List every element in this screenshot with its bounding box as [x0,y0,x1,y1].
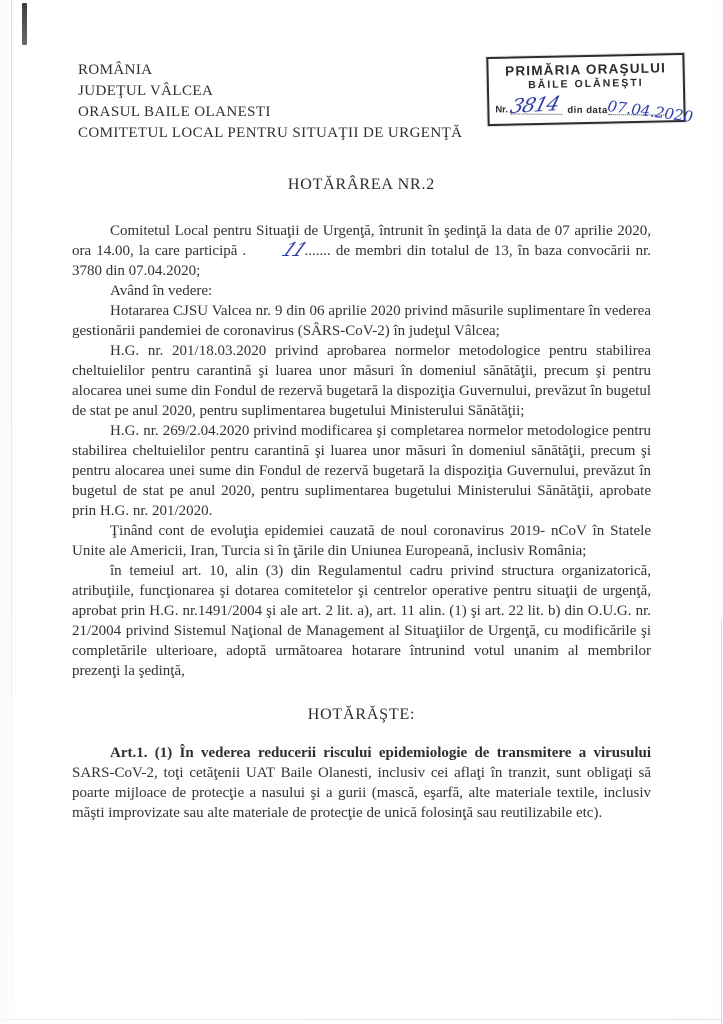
letterhead [78,60,462,144]
paragraph-article-1 [72,743,651,823]
stamp-number-handwritten: 3814 [507,91,562,119]
staple-mark [22,3,27,45]
registration-stamp [486,53,695,126]
letterhead-country: ROMÂNIA [78,62,153,78]
stamp-date-handwritten: 07.04.2020 [606,96,695,126]
paragraph-legal-basis: în temeiul art. 10, alin (3) din Regulamentul cadru privind structura organizatorică, atribuţiile, funcţionarea şi dotarea comitetelor şi centrelor operative pentru situaţii de urgenţă, aprobat prin H.G. nr.1491/2004 şi ale art. 2 lit. a), art. 11 alin. (1) şi art. 22 lit. b) din O.U.G. nr. 21/2004 privind Sistemul Naţional de Management al Situaţiilor de Urgenţă, cu modificările şi completările ulterioare, adoptă următoarea hotarare întrunind votul unanim al membrilor prezenţi la şedinţă, [72,563,651,679]
article-1-lead-bold: Art.1. (1) În vederea reducerii riscului epidemiologie de transmitere a virusului [110,745,651,761]
paragraph-session-intro [72,221,651,281]
paragraph-hg-201: H.G. nr. 201/18.03.2020 privind aprobarea normelor metodologice pentru stabilirea cheltuielilor pentru carantină şi luarea unor măsuri în domeniul sănătăţii, precum şi pentru alocarea unei sume din Fondul de rezervă bugetară la dispoziţia Guvernului, prevăzut în bugetul de stat pe anul 2020, pentru suplimentarea bugetului Ministerului Sănătăţii; [72,343,651,419]
intro-text-after: de membri din totalul de 13, în baza convocării nr. 3780 din 07.04.2020; [72,243,652,279]
letterhead-county: JUDEŢUL VÂLCEA [78,83,214,99]
paragraph-hg-269: H.G. nr. 269/2.04.2020 privind modificarea şi completarea normelor metodologice pentru stabilirea cheltuielilor pentru carantină şi luarea unor măsuri în domeniul sănătăţii, precum şi pentru alocarea unei sume din Fondul de rezervă bugetară la dispoziţia Guvernului, prevăzut în bugetul de stat pe anul 2020, pentru suplimentarea bugetului Ministerului Sănătăţii, aprobate prin H.G. nr. 201/2020. [72,423,651,519]
scan-fold-line [11,0,12,1000]
document-title: HOTĂRÂREA NR.2 [287,176,436,193]
paragraph-cjsu-valcea: Hotararea CJSU Valcea nr. 9 din 06 aprilie 2020 privind măsurile suplimentare în vederea gestionării pandemiei de coronavirus (SÂRS-CoV-2) în judeţul Vâlcea; [72,303,651,339]
decision-heading: HOTĂRĂŞTE: [307,706,416,723]
stamp-city-name: BĂILE OLĂNEŞTI [528,76,644,92]
intro-text-before: Comitetul Local pentru Situaţii de Urgenţă, întrunit în şedinţă la data de 07 aprilie 2020, ora 14.00, la care participă . [72,223,651,259]
article-1-rest: SARS-CoV-2, toţi cetăţenii UAT Baile Olanesti, inclusiv cei aflaţi în tranzit, sunt obligaţi să poarte mijloace de protecţie a nasului şi a gurii (mască, eşarfă, alte materiale textile, inclusiv măşti improvizate sau alte materiale de protecţie de unică folosinţă sau reutilizabile etc). [72,765,651,821]
letterhead-city: ORASUL BAILE OLANESTI [78,104,271,120]
stamp-nr-label: Nr. [495,104,509,116]
paragraph-avand-in-vedere: Având în vedere: [110,283,213,299]
scan-bottom-edge [0,1019,723,1020]
handwritten-attendance-count: 11 [277,239,310,261]
stamp-number-row [495,91,695,126]
stamp-org-name: PRIMĂRIA ORAŞULUI [504,60,667,79]
paragraph-epidemic-context: Ţinând cont de evoluţia epidemiei cauzată de noul coronavirus 2019- nCoV în Statele Unite ale Americii, Iran, Turcia si în ţările din Uniunea Europeană, inclusiv România; [72,523,651,559]
letterhead-committee: COMITETUL LOCAL PENTRU SITUAŢII DE URGENŢĂ [78,125,463,141]
scan-right-edge [721,620,722,1024]
document-body [72,221,651,823]
intro-dotted-blank: ....... [304,243,331,259]
stamp-date-label: din data [567,104,608,117]
